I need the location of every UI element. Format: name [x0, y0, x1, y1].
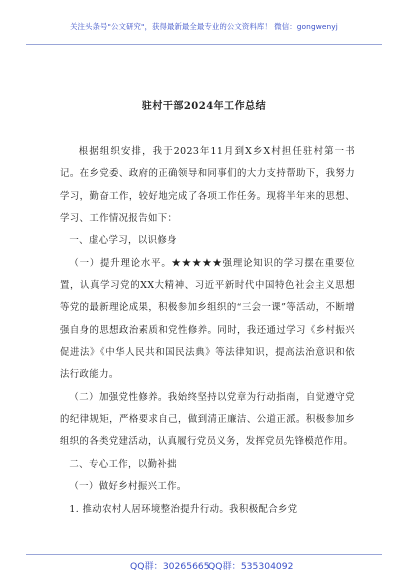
paragraph-item-1: 1. 推动农村人居环境整治提升行动。我积极配合乡党	[69, 503, 298, 515]
footer-divider	[26, 554, 382, 555]
paragraph-intro: 根据组织安排，我于2023年11月到X乡X村担任驻村第一书记。在乡党委、政府的正确领导和同事们的大力支持帮助下，我努力学习，勤奋工作，较好地完成了各项工作任务。现将半年来的思想、学习、工作情况报告如下：	[60, 146, 355, 225]
footer-qq-group-1: QQ群：30265665	[130, 561, 210, 572]
paragraph-party-spirit: （二）加强党性修养。我始终坚持以党章为行动指南，自觉遵守党的纪律规矩，严格要求自己，做到清正廉洁、公道正派。积极参加乡组织的各类党建活动，认真履行党员义务，发挥党员先锋模范作用。	[60, 391, 355, 448]
footer-qq-group-2: QQ群：535304092	[208, 561, 294, 572]
section-heading-1: 一、虚心学习，以识修身	[69, 235, 177, 247]
subsection-heading: （一）做好乡村振兴工作。	[69, 481, 187, 493]
header-divider	[26, 44, 382, 45]
document-body	[60, 141, 355, 521]
header-promo-text: 关注头条号"公文研究"，获得最新最全最专业的公文资料库！ 微信：gongwenyj	[70, 22, 338, 31]
section-heading-2: 二、专心工作，以勤补拙	[69, 458, 177, 470]
document-title: 驻村干部2024年工作总结	[141, 101, 267, 112]
paragraph-theory: （一）提升理论水平。★★★★★强理论知识的学习摆在重要位置，认真学习党的XX大精神、习近平新时代中国特色社会主义思想等党的最新理论成果，积极参加乡组织的“三会一课”等活动，不断增强自身的思想政治素质和党性修养。同时，我还通过学习《乡村振兴促进法》《中华人民共和国民法典》等法律知识，提高法治意识和依法行政能力。	[60, 257, 355, 381]
